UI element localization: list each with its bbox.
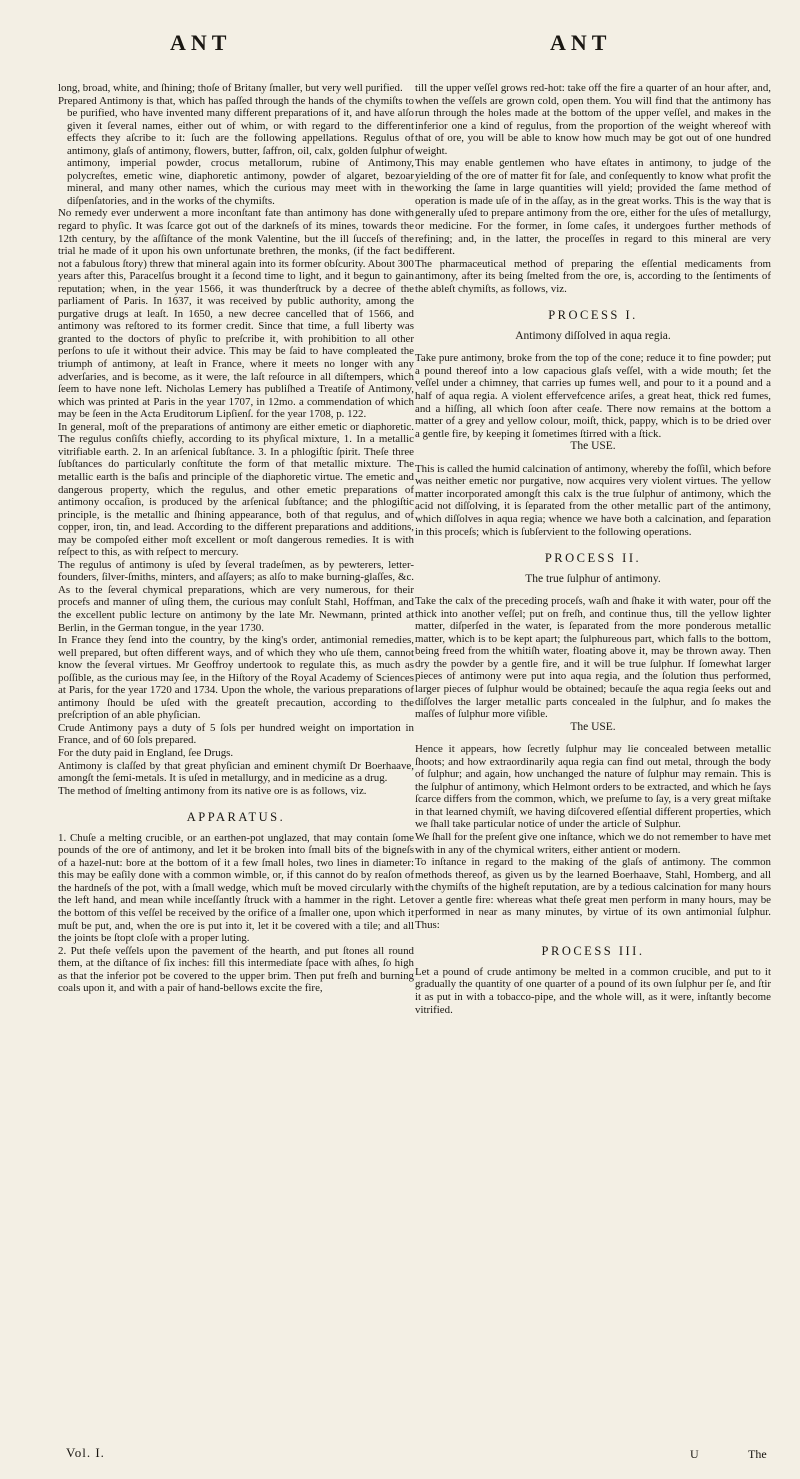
paragraph: This is called the humid calcination of antimony, whereby the foſſil, which before was neither emetic nor purgative, now acquires very violent virtues. The yellow matter incorporated amongſt this calx is the true ſulphur of antimony, which the acid not diſſolving, it is ſeparated from the other metallic part of the antimony, which diſſolves in aqua regia; whence we have both a calcination, and ſeparation in this proceſs; which is ſubſervient to the following operations. xyxy=(415,462,771,538)
paragraph: Crude Antimony pays a duty of 5 ſols per hundred weight on importation in France, and of 60 ſols prepared. xyxy=(58,721,414,747)
section-subheading: The USE. xyxy=(570,440,616,453)
signature-mark: U xyxy=(690,1447,699,1461)
header-right: ANT xyxy=(550,30,612,55)
paragraph: In France they ſend into the country, by the king's order, antimonial remedies, well prepared, but often different ways, and of which they who uſe them, cannot know the ſeveral virtues. Mr Geoffroy undertook to regulate this, as much as poſſible, as the curious may ſee, in the Hiſtory of the Royal Academy of Sciences at Paris, for the year 1720 and 1734. Upon the whole, the various preparations of antimony ſhould be uſed with the greateſt precaution, according to the preſcription of an able phyſician. xyxy=(58,634,414,722)
section-heading: APPARATUS. xyxy=(186,810,286,825)
section-heading: PROCESS II. xyxy=(544,551,642,566)
paragraph: 1. Chuſe a melting crucible, or an earthen-pot unglazed, that may contain ſome pounds of the ore of antimony, and let it be broken into ſmall bits of the bigneſs of a hazel-nut: bore at the bottom of it a few ſmall holes, two lines in diameter: this may be eaſily done with a common wimble, or, if this cannot do by reaſon of the hardneſs of the pot, with a ſmall wedge, which muſt be moved circularly with the left hand, and mean while inceſſantly ſtruck with a hammer in the right. Let the bottom of this veſſel be received by the orifice of a ſmaller one, upon which it muſt be put, and, when the ore is put into it, let it be covered with a tile; and all the joints be ſtopt cloſe with a proper luting. xyxy=(58,831,414,945)
paragraph: To inſtance in regard to the making of the glaſs of antimony. The common methods thereof, as given us by the learned Boerhaave, Stahl, Homberg, and all the chymiſts of the higheſt reputation, are by a tedious calcination for many hours over a gentle fire: whereas what theſe great men perform in many hours, may be performed in near as many minutes, by virtue of its own antimonial ſulphur. Thus: xyxy=(415,856,771,931)
paragraph: The pharmaceutical method of preparing the eſſential medicaments from antimony, after its being ſmelted from the ore, is, according to the ſentiments of the ableſt chymiſts, as follows, viz. xyxy=(415,257,771,295)
paragraph: Take pure antimony, broke from the top of the cone; reduce it to fine powder; put a pound thereof into a low capacious glaſs veſſel, with a wide mouth; ſet the veſſel under a chimney, that carries up fumes well, and pour to it a pound and a half of aqua regia. A violent effervefcence ariſes, a great heat, thick red fumes, and a hiſſing, all which ſoon after ceaſe. There now remains at the bottom a matter of a grey and yellow colour, moiſt, thick, pappy, which is to be dried over a gentle fire, by keeping it ſometimes ſtirred with a ſtick. xyxy=(415,352,771,440)
paragraph: The regulus of antimony is uſed by ſeveral tradeſmen, as by pewterers, letter-founders, ſilver-ſmiths, minters, and aſſayers; as alſo to make burning-glaſſes, &c. As to the ſeveral chymical preparations, which are very numerous, for their procefs and manner of uſing them, the curious may conſult Stahl, Hoffman, and the excellent public lecture on antimony by the late Mr. Newmann, printed at Berlin, in the German tongue, in the year 1730. xyxy=(58,558,414,634)
section-heading: PROCESS III. xyxy=(541,944,645,959)
section-subheading: The true ſulphur of antimony. xyxy=(525,572,661,585)
paragraph: Let a pound of crude antimony be melted in a common crucible, and put to it gradually the quantity of one quarter of a pound of its own ſulphur per ſe, and ſtir it as put in with a tobacco-pipe, and the whole will, as it were, inſtantly become vitrified. xyxy=(415,965,771,1016)
right-column xyxy=(415,82,771,1016)
paragraph: 2. Put theſe veſſels upon the pavement of the hearth, and put ſtones all round them, at the diſtance of ſix inches: fill this intermediate ſpace with aſhes, ſo high as that the inferior pot be covered to the upper brim. Then put freſh and burning coals upon it, and with a pair of hand-bellows excite the fire, xyxy=(58,944,414,995)
paragraph: Take the calx of the preceding proceſs, waſh and ſhake it with water, pour off the thick into another veſſel; put on freſh, and continue thus, till the yellow lighter matter, diſperſed in the water, is ſeparated from the more ponderous metallic matter, which is to be kept apart; the ſulphureous part, which falls to the bottom, being freed from the whitiſh water, floating above it, may be thrown away. Then dry the powder by a gentle fire, and it will be true ſulphur. If ſomewhat larger pieces of antimony were put into aqua regia, and the ſolution thus performed, larger pieces of ſulphur would be obtained; becauſe the aqua regia ſeeks out and diſſolves the larger metallic parts concealed in the ſulphur, and ſo makes the maſſes of ſulphur more viſible. xyxy=(415,595,771,721)
paragraph: We ſhall for the preſent give one inſtance, which we do not remember to have met with in any of the chymical writers, either antient or modern. xyxy=(415,830,771,856)
paragraph: Hence it appears, how ſecretly ſulphur may lie concealed between metallic ſhoots; and how extraordinarily aqua regia can find out metal, through the body of ſulphur; and again, how unchanged the nature of ſulphur may remain. This is the ſulphur of antimony, which Helmont orders to be extracted, and which he ſays ſcarce differs from the common, which, we preſume to ſay, is a very great miſtake in that learned chymiſt, we having diſcovered eſſential different properties, which we ſhall take particular notice of under the article of Sulphur. xyxy=(415,743,771,831)
paragraph: The method of ſmelting antimony from its native ore is as follows, viz. xyxy=(58,784,367,797)
header-left: ANT xyxy=(170,30,232,55)
paragraph: long, broad, white, and ſhining; thoſe of Britany ſmaller, but very well purified. xyxy=(58,82,403,94)
paragraph: Antimony is claſſed by that great phyſician and eminent chymiſt Dr Boerhaave, amongſt the ſemi-metals. It is uſed in metallurgy, and in medicine as a drug. xyxy=(58,759,414,785)
paragraph: till the upper veſſel grows red-hot: take off the fire a quarter of an hour after, and, when the veſſels are grown cold, open them. You will find that the antimony has run through the holes made at the bottom of the upper veſſel, and makes in the inferior one a kind of regulus, from the proportion of the weight whereof with that of ore, you will be able to know how much may be got out of one hundred weight. xyxy=(415,82,771,157)
catchword: The xyxy=(748,1447,767,1461)
left-column xyxy=(58,82,414,995)
running-header xyxy=(0,30,800,70)
paragraph: No remedy ever underwent a more inconſtant fate than antimony has done with regard to phyſic. It was ſcarce got out of the darkneſs of its mines, towards the 12th century, by the aſſiſtance of the monk Valentine, but the ill ſucceſs of the trial he made of it upon his own unfortunate brethren, the monks, (if the fact be not a fabulous ſtory) threw that mineral again into its former obſcurity. About 300 years after this, Paracelſus brought it a ſecond time to light, and it begun to gain reputation; when, in the year 1566, it was thunderſtruck by a decree of the parliament of Paris. In 1637, it was received by public authority, among the purgative drugs at leaſt. In 1650, a new decree cancelled that of 1566, and antimony was reſtored to its former credit. Since that time, a full liberty was granted to the doctors of phyſic to preſcribe it, with prohibition to all other perſons to uſe it without their advice. This may be ſaid to have compleated the triumph of antimony, at leaſt in France, where it meets no longer with any adverſaries, and is become, as it were, the laſt reſource in all diſtempers, which ſeem to have none left. Nicholas Lemery has publiſhed a Treatiſe of Antimony, which was printed at Paris in the year 1707, in 12mo. a commendation of which may be ſeen in the Acta Eruditorum Lipſienſ. for the year 1708, p. 122. xyxy=(58,207,414,421)
paragraph: This may enable gentlemen who have eſtates in antimony, to judge of the yielding of the ore of matter fit for ſale, and conſequently to know what profit the working the ſame in large quantities will yield; provided the ſame method of operation is made uſe of in the aſſay, as in the great works. This is the way that is generally uſed to prepare antimony from the ore, either for the uſes of metallurgy, or medicine. For the former, in ſome caſes, it undergoes further methods of refining; and, in the latter, the proceſſes in regard to this mineral are very different. xyxy=(415,157,771,258)
paragraph: Prepared Antimony is that, which has paſſed through the hands of the chymiſts to be purified, who have invented many different preparations of it, and have alſo given it ſeveral names, either out of whim, or with regard to the different effects they aſcribe to it: ſuch are the following appellations. Regulus of antimony, glaſs of antimony, flowers, butter, ſaffron, oil, calx, golden ſulphur of antimony, imperial powder, crocus metallorum, rubine of Antimony, polycreſtes, emetic wine, diaphoretic antimony, powder of algaret, bezoar mineral, and many other names, which the curious may meet with in the diſpenſatories, and in the works of the chymiſts. xyxy=(58,94,414,207)
section-subheading: Antimony diſſolved in aqua regia. xyxy=(515,329,671,342)
section-subheading: The USE. xyxy=(570,720,616,733)
paragraph: For the duty paid in England, ſee Drugs. xyxy=(58,746,234,759)
volume-mark: Vol. I. xyxy=(66,1445,105,1460)
section-heading: PROCESS I. xyxy=(548,308,638,323)
paragraph: In general, moſt of the preparations of antimony are either emetic or diaphoretic. The regulus conſiſts chiefly, according to its phyſical mixture, 1. In a metallic vitrifiable earth. 2. In an arſenical ſubſtance. 3. In a phlogiſtic ſpirit. Theſe three ſubſtances do particularly conſtitute the form of that metallic mixture. The metallic earth is the baſis and principle of the diaphoretic virtue. The emetic and dangerous property, which the regulus, and other emetic preparations of antimony occaſion, is produced by the arſenical ſubſtance; and the phlogiſtic principle, is the metallic and ſhining appearance, both of that regulus, and of copper, iron, tin, and lead. According to the different preparations and additions, may be compoſed either moſt excellent or moſt dangerous remedies. It is with reſpect to this, as with reſpect to mercury. xyxy=(58,420,414,559)
